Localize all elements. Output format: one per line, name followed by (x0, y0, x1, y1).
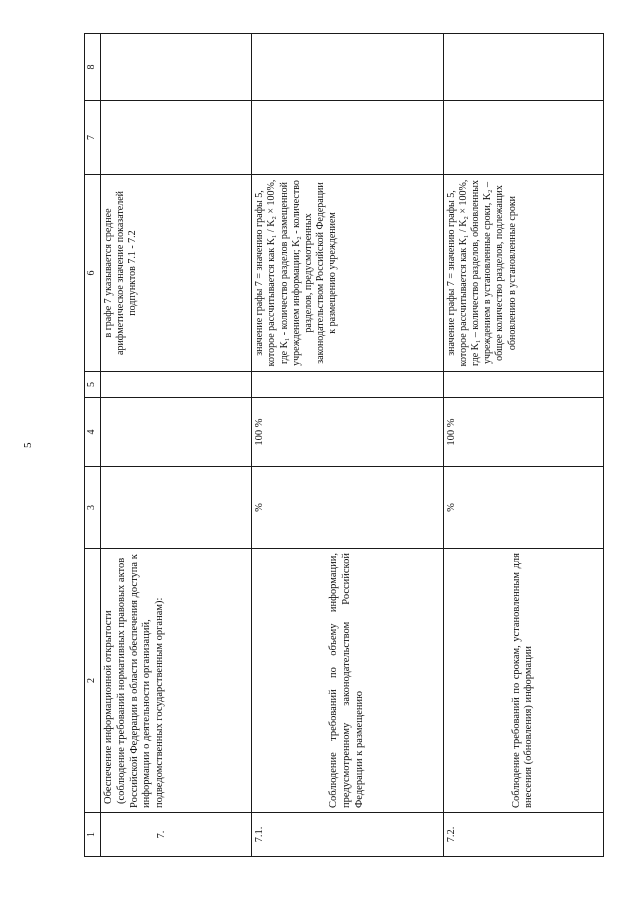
row-number: 7.1. (252, 813, 443, 857)
actual-cell (443, 372, 603, 398)
calculation-method: значение графы 7 = значению графы 5, которое рассчитывается как K₁ / K₂ × 100%, где K₁ – количество разделов, обновленных учреждением в установленные сроки, K₂ – общее количество разделов, подлежащих обновлению в установленные сроки (443, 175, 603, 372)
col7-cell (252, 101, 443, 175)
indicator-name (101, 549, 252, 813)
col8-cell (443, 34, 603, 101)
indicator-title: Обеспечение информационной открытости (103, 610, 115, 804)
table-row-7 (101, 34, 252, 857)
actual-cell (252, 372, 443, 398)
rotated-table-wrapper (84, 34, 604, 857)
col7-cell (101, 101, 252, 175)
target-cell: 100 % (443, 398, 603, 467)
calculation-method: в графе 7 указывается среднее арифметическое значение показателей подпунктов 7.1 - 7.2 (101, 175, 252, 372)
table-row-7-1 (252, 34, 443, 857)
column-header: 8 (85, 34, 101, 101)
column-header: 4 (85, 398, 101, 467)
target-cell (101, 398, 252, 467)
header-row (85, 34, 101, 857)
column-header: 5 (85, 372, 101, 398)
actual-cell (101, 372, 252, 398)
unit-cell: % (252, 467, 443, 549)
row-number: 7. (101, 813, 252, 857)
column-header: 6 (85, 175, 101, 372)
indicators-table (84, 33, 604, 857)
col8-cell (101, 34, 252, 101)
unit-cell (101, 467, 252, 549)
column-header: 2 (85, 549, 101, 813)
calculation-method: значение графы 7 = значению графы 5, которое рассчитывается как K₁ / K₂ × 100%, где K₁ - количество разделов размещенной учреждением информации; K₂ - количество разделов, предусмотренных законодательством Российской Федерации к размещению учреждением (252, 175, 443, 372)
column-header: 3 (85, 467, 101, 549)
target-cell: 100 % (252, 398, 443, 467)
row-number: 7.2. (443, 813, 603, 857)
page-number: 5 (22, 442, 34, 448)
table-row-7-2 (443, 34, 603, 857)
unit-cell: % (443, 467, 603, 549)
column-header: 7 (85, 101, 101, 175)
indicator-subtitle: (соблюдение требований нормативных правовых актов Российской Федерации в области обеспечения доступа к информации о деятельности организаций, подведомственных государственным органам): (115, 554, 166, 808)
col8-cell (252, 34, 443, 101)
indicator-name: Соблюдение требований по срокам, установленным для внесения (обновления) информации (443, 549, 603, 813)
column-header: 1 (85, 813, 101, 857)
indicator-name: Соблюдение требований по объему информации, предусмотренному законодательством Российской Федерации к размещению (252, 549, 443, 813)
col7-cell (443, 101, 603, 175)
